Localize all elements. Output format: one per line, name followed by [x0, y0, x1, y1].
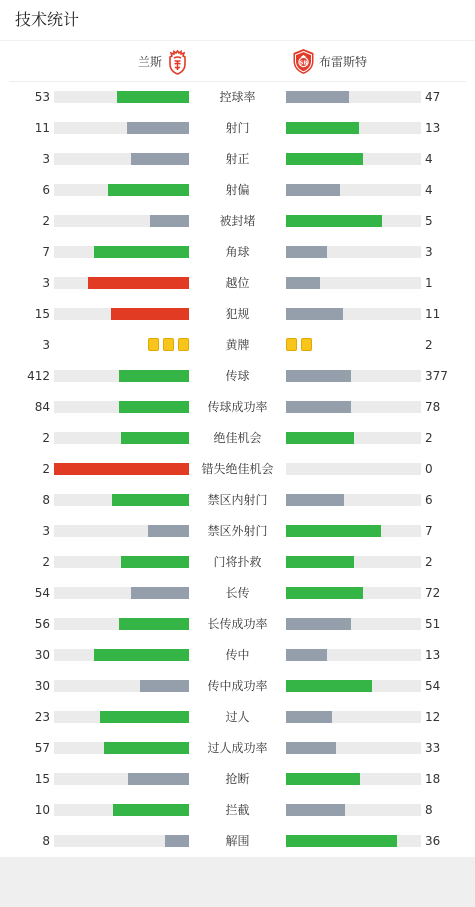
stat-row	[0, 795, 475, 826]
away-bar-track	[286, 246, 421, 258]
stat-row	[0, 485, 475, 516]
home-bar-track	[54, 835, 189, 847]
home-bar-track	[54, 153, 189, 165]
home-yellow-cards	[144, 338, 189, 352]
home-bar-track	[54, 370, 189, 382]
home-bar-track	[54, 680, 189, 692]
away-bar-track	[286, 804, 421, 816]
stat-label: 禁区外射门	[207, 524, 268, 538]
home-bar-fill	[112, 494, 189, 506]
home-stat-value: 54	[34, 586, 50, 600]
home-bar-fill	[117, 91, 189, 103]
yellow-card-icon	[178, 338, 189, 351]
away-bar-fill	[286, 153, 363, 165]
away-bar-fill	[286, 184, 340, 196]
teams-header	[0, 41, 475, 81]
away-stat-value: 4	[425, 183, 433, 197]
home-bar-fill	[119, 618, 189, 630]
away-bar-track	[286, 525, 421, 537]
away-bar-track	[286, 835, 421, 847]
away-stat-value: 36	[425, 834, 441, 848]
away-stat-value: 3	[425, 245, 433, 259]
stat-label: 越位	[225, 276, 250, 290]
away-bar-track	[286, 618, 421, 630]
stat-label: 解围	[225, 834, 250, 848]
away-bar-track	[286, 215, 421, 227]
stat-row	[0, 175, 475, 206]
home-bar-track	[54, 432, 189, 444]
home-stat-value: 2	[42, 555, 50, 569]
away-bar-fill	[286, 649, 327, 661]
stat-row	[0, 423, 475, 454]
away-stat-value: 4	[425, 152, 433, 166]
away-bar-track	[286, 649, 421, 661]
home-team-name: 兰斯	[137, 55, 162, 69]
stat-label: 角球	[225, 245, 250, 259]
home-bar-fill	[121, 432, 189, 444]
stat-label: 传中	[225, 648, 250, 662]
home-bar-track	[54, 587, 189, 599]
home-bar-track	[54, 494, 189, 506]
stat-label: 黄牌	[225, 338, 250, 352]
away-bar-track	[286, 494, 421, 506]
home-bar-fill	[121, 556, 189, 568]
home-stat-value: 15	[34, 307, 50, 321]
away-stat-value: 2	[425, 431, 433, 445]
away-bar-track	[286, 401, 421, 413]
stat-row	[0, 578, 475, 609]
home-bar-fill	[119, 401, 189, 413]
stat-row	[0, 547, 475, 578]
away-bar-fill	[286, 494, 344, 506]
stat-label: 绝佳机会	[213, 431, 262, 445]
away-bar-fill	[286, 246, 327, 258]
home-stat-value: 23	[34, 710, 50, 724]
home-stat-value: 84	[34, 400, 50, 414]
home-bar-track	[54, 618, 189, 630]
home-bar-fill	[88, 277, 189, 289]
home-stat-value: 2	[42, 462, 50, 476]
stat-label: 射偏	[225, 183, 250, 197]
away-team-name: 布雷斯特	[319, 55, 368, 69]
reims-crest-icon	[168, 49, 187, 75]
stat-row	[0, 113, 475, 144]
away-stat-value: 13	[425, 121, 441, 135]
stat-label: 禁区内射门	[207, 493, 268, 507]
home-stat-value: 3	[42, 276, 50, 290]
home-stat-value: 30	[34, 679, 50, 693]
home-stat-value: 15	[34, 772, 50, 786]
away-bar-fill	[286, 432, 354, 444]
away-bar-track	[286, 711, 421, 723]
away-bar-fill	[286, 742, 336, 754]
stat-label: 错失绝佳机会	[201, 462, 274, 476]
home-bar-fill	[131, 587, 189, 599]
stat-row	[0, 764, 475, 795]
away-bar-track	[286, 463, 421, 475]
away-stat-value: 47	[425, 90, 441, 104]
home-bar-track	[54, 184, 189, 196]
away-bar-track	[286, 742, 421, 754]
away-bar-fill	[286, 122, 359, 134]
stat-label: 被封堵	[219, 214, 256, 228]
home-bar-fill	[165, 835, 189, 847]
stat-label: 过人成功率	[207, 741, 268, 755]
yellow-card-icon	[148, 338, 159, 351]
page-title: 技术统计	[15, 10, 80, 29]
stat-row	[0, 702, 475, 733]
stat-row	[0, 82, 475, 113]
away-bar-fill	[286, 401, 351, 413]
stat-label: 控球率	[219, 90, 256, 104]
stat-row	[0, 671, 475, 702]
stat-label: 门将扑救	[213, 555, 262, 569]
away-bar-track	[286, 184, 421, 196]
stat-label: 射门	[225, 121, 250, 135]
home-bar-fill	[104, 742, 189, 754]
home-bar-fill	[94, 246, 189, 258]
stat-row	[0, 516, 475, 547]
stat-row	[0, 268, 475, 299]
home-bar-track	[54, 804, 189, 816]
away-stat-value: 33	[425, 741, 441, 755]
away-stat-value: 54	[425, 679, 441, 693]
home-bar-track	[54, 463, 189, 475]
away-bar-track	[286, 556, 421, 568]
away-stat-value: 1	[425, 276, 433, 290]
stat-row	[0, 144, 475, 175]
home-bar-fill	[148, 525, 189, 537]
home-bar-track	[54, 308, 189, 320]
stat-label: 抢断	[225, 772, 250, 786]
away-stat-value: 51	[425, 617, 441, 631]
home-bar-fill	[128, 773, 189, 785]
away-stat-value: 6	[425, 493, 433, 507]
home-stat-value: 3	[42, 338, 50, 352]
away-bar-track	[286, 277, 421, 289]
home-stat-value: 30	[34, 648, 50, 662]
home-bar-track	[54, 215, 189, 227]
away-bar-fill	[286, 525, 381, 537]
away-bar-track	[286, 587, 421, 599]
home-bar-track	[54, 742, 189, 754]
away-bar-fill	[286, 556, 354, 568]
stat-row	[0, 206, 475, 237]
away-bar-track	[286, 432, 421, 444]
stat-label: 传中成功率	[207, 679, 268, 693]
stats-list	[0, 82, 475, 857]
yellow-card-icon	[301, 338, 312, 351]
away-stat-value: 13	[425, 648, 441, 662]
stat-label: 过人	[225, 710, 250, 724]
home-bar-fill	[100, 711, 189, 723]
away-bar-fill	[286, 308, 343, 320]
stat-row	[0, 361, 475, 392]
home-bar-track	[54, 556, 189, 568]
away-stat-value: 18	[425, 772, 441, 786]
away-bar-track	[286, 370, 421, 382]
away-bar-track	[286, 680, 421, 692]
home-bar-fill	[119, 370, 189, 382]
away-bar-fill	[286, 91, 349, 103]
stat-label: 射正	[225, 152, 250, 166]
away-bar-fill	[286, 370, 351, 382]
away-stat-value: 78	[425, 400, 441, 414]
home-bar-track	[54, 122, 189, 134]
stat-label: 长传成功率	[207, 617, 268, 631]
home-bar-fill	[54, 463, 189, 475]
stat-label: 传球	[225, 369, 250, 383]
away-bar-fill	[286, 835, 397, 847]
home-stat-value: 3	[42, 152, 50, 166]
away-stat-value: 11	[425, 307, 441, 321]
svg-text:SB: SB	[299, 60, 308, 67]
stat-row	[0, 609, 475, 640]
home-bar-track	[54, 525, 189, 537]
home-stat-value: 56	[34, 617, 50, 631]
home-bar-fill	[140, 680, 189, 692]
home-bar-track	[54, 91, 189, 103]
away-yellow-cards	[286, 338, 316, 352]
away-bar-fill	[286, 680, 372, 692]
away-stat-value: 0	[425, 462, 433, 476]
away-bar-track	[286, 773, 421, 785]
away-bar-fill	[286, 277, 320, 289]
stat-row	[0, 454, 475, 485]
home-stat-value: 10	[34, 803, 50, 817]
home-bar-fill	[111, 308, 189, 320]
stat-row	[0, 826, 475, 857]
home-bar-track	[54, 246, 189, 258]
home-stat-value: 7	[42, 245, 50, 259]
home-stat-value: 412	[27, 369, 50, 383]
home-bar-track	[54, 773, 189, 785]
away-bar-fill	[286, 804, 345, 816]
home-bar-fill	[131, 153, 189, 165]
home-stat-value: 57	[34, 741, 50, 755]
stat-label: 长传	[225, 586, 250, 600]
stat-row	[0, 733, 475, 764]
home-bar-track	[54, 277, 189, 289]
home-stat-value: 8	[42, 834, 50, 848]
yellow-card-icon	[286, 338, 297, 351]
away-stat-value: 2	[425, 338, 433, 352]
home-stat-value: 6	[42, 183, 50, 197]
home-bar-track	[54, 711, 189, 723]
home-stat-value: 2	[42, 431, 50, 445]
away-bar-track	[286, 91, 421, 103]
away-bar-track	[286, 153, 421, 165]
home-bar-fill	[150, 215, 189, 227]
away-stat-value: 7	[425, 524, 433, 538]
stat-row	[0, 330, 475, 361]
away-stat-value: 2	[425, 555, 433, 569]
stat-row	[0, 299, 475, 330]
home-stat-value: 53	[34, 90, 50, 104]
brest-crest-icon	[292, 48, 315, 75]
away-stat-value: 8	[425, 803, 433, 817]
home-stat-value: 8	[42, 493, 50, 507]
home-stat-value: 3	[42, 524, 50, 538]
away-bar-fill	[286, 215, 382, 227]
away-stat-value: 72	[425, 586, 441, 600]
home-bar-track	[54, 649, 189, 661]
away-bar-fill	[286, 618, 351, 630]
stat-row	[0, 392, 475, 423]
away-bar-track	[286, 308, 421, 320]
home-bar-fill	[108, 184, 189, 196]
away-bar-fill	[286, 711, 332, 723]
stat-label: 犯规	[225, 307, 250, 321]
stat-label: 拦截	[225, 803, 250, 817]
home-bar-fill	[94, 649, 189, 661]
stat-row	[0, 237, 475, 268]
home-bar-fill	[113, 804, 189, 816]
away-stat-value: 5	[425, 214, 433, 228]
away-bar-fill	[286, 773, 360, 785]
away-bar-track	[286, 122, 421, 134]
away-bar-fill	[286, 587, 363, 599]
away-stat-value: 377	[425, 369, 448, 383]
stat-row	[0, 640, 475, 671]
home-stat-value: 2	[42, 214, 50, 228]
home-bar-fill	[127, 122, 189, 134]
yellow-card-icon	[163, 338, 174, 351]
home-stat-value: 11	[34, 121, 50, 135]
away-stat-value: 12	[425, 710, 441, 724]
home-bar-track	[54, 401, 189, 413]
stat-label: 传球成功率	[207, 400, 268, 414]
